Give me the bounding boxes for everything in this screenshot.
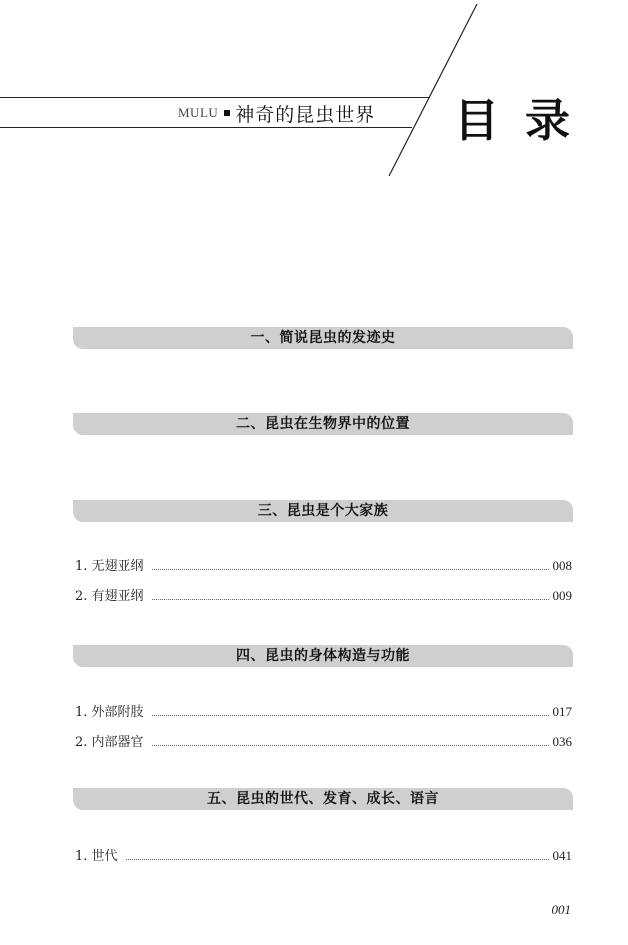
section-bar[interactable] <box>73 327 573 349</box>
page-number: 001 <box>551 902 571 917</box>
page-title-char-1: 目 <box>454 94 500 147</box>
toc-entry[interactable] <box>75 586 572 604</box>
section-title[interactable]: 三、昆虫是个大家族 <box>257 503 389 519</box>
page-title-char-2: 录 <box>525 94 571 147</box>
toc-entry-label: 1. 世代 <box>75 849 118 864</box>
page-title <box>454 94 571 147</box>
toc-entry[interactable] <box>75 846 572 864</box>
section-title[interactable]: 二、昆虫在生物界中的位置 <box>236 416 410 432</box>
section-bar[interactable] <box>73 645 573 667</box>
dot-leader <box>152 569 549 570</box>
toc-entry[interactable] <box>75 732 572 750</box>
toc-entry-label: 1. 无翅亚纲 <box>75 559 144 574</box>
dot-leader <box>126 859 549 860</box>
toc-entry[interactable] <box>75 702 572 720</box>
section-title[interactable]: 五、昆虫的世代、发育、成长、语言 <box>207 791 439 807</box>
section-title[interactable]: 四、昆虫的身体构造与功能 <box>236 648 410 664</box>
section-bar[interactable] <box>73 413 573 435</box>
header-running-title <box>178 101 375 125</box>
series-label: MULU <box>178 105 219 120</box>
dot-leader <box>152 745 549 746</box>
dot-leader <box>152 599 549 600</box>
toc-entry-label: 1. 外部附肢 <box>75 705 144 720</box>
toc-entry-page: 036 <box>552 734 572 749</box>
toc-entry-label: 2. 内部器官 <box>75 735 144 750</box>
toc-entry-label: 2. 有翅亚纲 <box>75 589 144 604</box>
toc-entry-page: 041 <box>552 848 572 863</box>
square-bullet-icon <box>224 110 230 116</box>
toc-entry[interactable] <box>75 556 572 574</box>
section-bar[interactable] <box>73 788 573 810</box>
toc-entry-page: 017 <box>552 704 572 719</box>
toc-entry-page: 009 <box>552 588 572 603</box>
section-bar[interactable] <box>73 500 573 522</box>
book-title: 神奇的昆虫世界 <box>235 103 376 126</box>
dot-leader <box>152 715 549 716</box>
section-title[interactable]: 一、简说昆虫的发迹史 <box>250 330 396 346</box>
toc-entry-page: 008 <box>552 558 572 573</box>
